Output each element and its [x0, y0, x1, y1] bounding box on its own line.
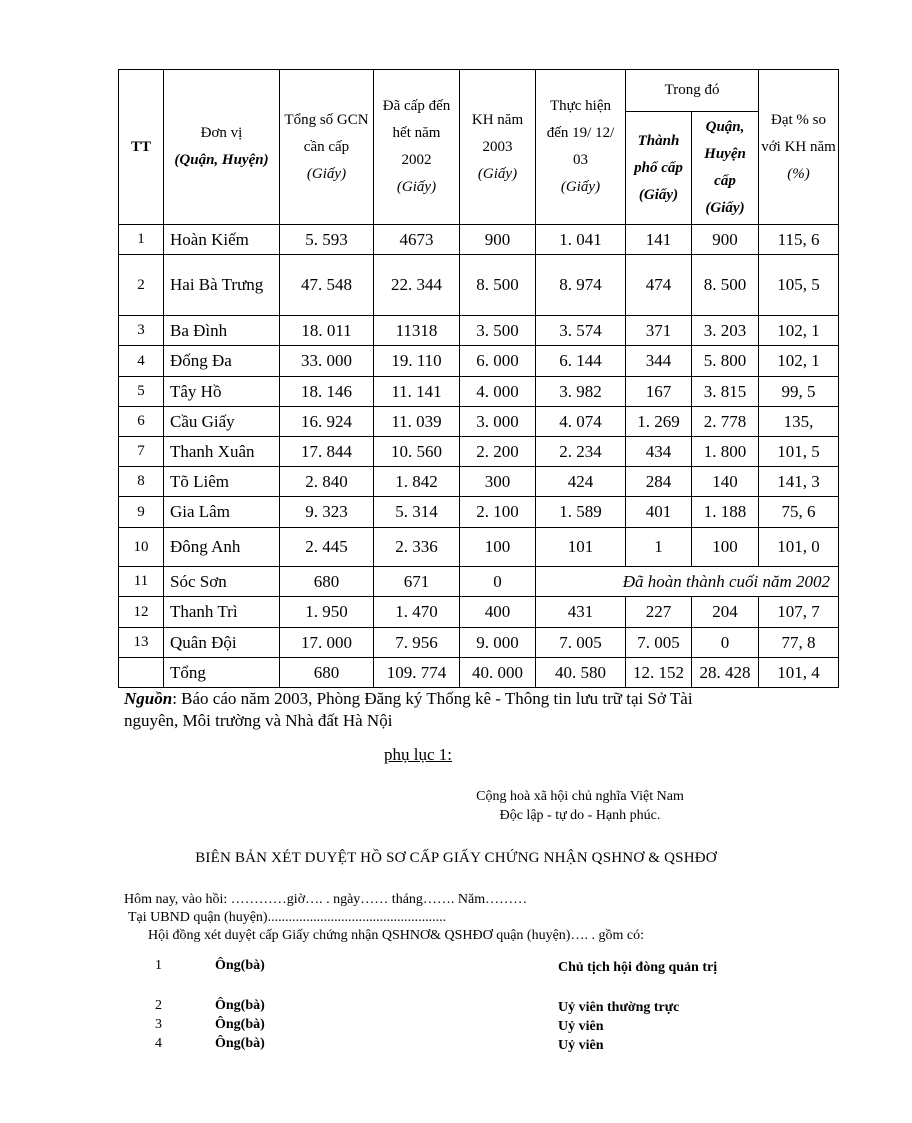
cell-done: 431 — [536, 597, 626, 628]
cell-issued: 10. 560 — [374, 437, 460, 467]
cell-total: 9. 323 — [280, 497, 374, 528]
cell-total: 680 — [280, 567, 374, 597]
cell-plan: 300 — [460, 467, 536, 497]
cell-plan: 8. 500 — [460, 255, 536, 316]
cell-plan: 900 — [460, 225, 536, 255]
list-item — [120, 1017, 760, 1036]
cell-unit: Gia Lâm — [164, 497, 280, 528]
cell-district: 100 — [692, 528, 759, 567]
cell-tt: 9 — [119, 497, 164, 528]
cell-plan: 6. 000 — [460, 346, 536, 377]
cell-city: 227 — [626, 597, 692, 628]
cell-tt: 2 — [119, 255, 164, 316]
cell-issued: 5. 314 — [374, 497, 460, 528]
cell-unit: Tổng — [164, 658, 280, 688]
cell-done: 424 — [536, 467, 626, 497]
table-row — [119, 437, 839, 467]
cell-district: 140 — [692, 467, 759, 497]
cell-plan: 2. 100 — [460, 497, 536, 528]
cell-city: 1. 269 — [626, 407, 692, 437]
cell-pct: 101, 0 — [759, 528, 839, 567]
table-row — [119, 255, 839, 316]
cell-total: 33. 000 — [280, 346, 374, 377]
table-row — [119, 567, 839, 597]
table-row — [119, 377, 839, 407]
header-total: Tổng số GCN cần cấp (Giấy) — [280, 70, 374, 225]
cell-unit: Sóc Sơn — [164, 567, 280, 597]
cell-city: 401 — [626, 497, 692, 528]
header-district: Quận, Huyện cấp (Giấy) — [692, 112, 759, 225]
cell-issued: 4673 — [374, 225, 460, 255]
cell-done: 40. 580 — [536, 658, 626, 688]
cell-unit: Hoàn Kiếm — [164, 225, 280, 255]
total-row — [119, 658, 839, 688]
cell-district: 5. 800 — [692, 346, 759, 377]
list-item — [120, 958, 760, 998]
source-note — [124, 688, 744, 732]
member-number: 3 — [155, 1017, 162, 1032]
cell-total: 1. 950 — [280, 597, 374, 628]
member-person: Ông(bà) — [215, 1017, 265, 1032]
cell-district: 2. 778 — [692, 407, 759, 437]
cell-issued: 19. 110 — [374, 346, 460, 377]
cell-district: 204 — [692, 597, 759, 628]
cell-total: 16. 924 — [280, 407, 374, 437]
place-line: Tại UBND quận (huyện)................................................... — [128, 910, 447, 925]
table-row — [119, 528, 839, 567]
cell-tt: 11 — [119, 567, 164, 597]
cell-issued: 22. 344 — [374, 255, 460, 316]
cell-plan: 40. 000 — [460, 658, 536, 688]
cell-total: 47. 548 — [280, 255, 374, 316]
national-motto-line-2: Độc lập - tự do - Hạnh phúc. — [499, 808, 661, 823]
header-city: Thành phố cấp (Giấy) — [626, 112, 692, 225]
cell-tt: 8 — [119, 467, 164, 497]
cell-done: 7. 005 — [536, 628, 626, 658]
cell-district: 8. 500 — [692, 255, 759, 316]
cell-tt: 4 — [119, 346, 164, 377]
cell-city: 167 — [626, 377, 692, 407]
cell-plan: 3. 500 — [460, 316, 536, 346]
cell-city: 12. 152 — [626, 658, 692, 688]
list-item — [120, 1036, 760, 1055]
cell-unit: Thanh Trì — [164, 597, 280, 628]
cell-total: 2. 445 — [280, 528, 374, 567]
member-number: 4 — [155, 1036, 162, 1051]
cell-pct: 141, 3 — [759, 467, 839, 497]
header-row-top — [119, 70, 839, 112]
cell-tt: 1 — [119, 225, 164, 255]
cell-done: 101 — [536, 528, 626, 567]
cell-pct: 102, 1 — [759, 316, 839, 346]
cell-district: 0 — [692, 628, 759, 658]
cell-unit: Đống Đa — [164, 346, 280, 377]
cell-total: 17. 000 — [280, 628, 374, 658]
cell-unit: Hai Bà Trưng — [164, 255, 280, 316]
cell-unit: Đông Anh — [164, 528, 280, 567]
cell-total: 680 — [280, 658, 374, 688]
cell-pct: 75, 6 — [759, 497, 839, 528]
cell-issued: 2. 336 — [374, 528, 460, 567]
header-pct: Đạt % so với KH năm (%) — [759, 70, 839, 225]
cell-tt: 5 — [119, 377, 164, 407]
cell-issued: 11. 039 — [374, 407, 460, 437]
header-plan: KH năm 2003 (Giấy) — [460, 70, 536, 225]
national-motto-line-1: Cộng hoà xã hội chủ nghĩa Việt Nam — [476, 789, 684, 804]
cell-total: 18. 146 — [280, 377, 374, 407]
document-title: BIÊN BẢN XÉT DUYỆT HỒ SƠ CẤP GIẤY CHỨNG NHẬN QSHNƠ & QSHĐƠ — [195, 850, 717, 866]
cell-tt: 6 — [119, 407, 164, 437]
cell-done: 8. 974 — [536, 255, 626, 316]
table-row — [119, 407, 839, 437]
cell-tt: 12 — [119, 597, 164, 628]
cell-done: 3. 574 — [536, 316, 626, 346]
cell-plan: 9. 000 — [460, 628, 536, 658]
table-row — [119, 597, 839, 628]
header-done: Thực hiện đến 19/ 12/ 03 (Giấy) — [536, 70, 626, 225]
cell-issued: 11. 141 — [374, 377, 460, 407]
cell-district: 3. 815 — [692, 377, 759, 407]
table-row — [119, 225, 839, 255]
member-person: Ông(bà) — [215, 1036, 265, 1051]
cell-pct: 115, 6 — [759, 225, 839, 255]
source-label: Nguồn — [124, 689, 173, 708]
cell-district: 1. 800 — [692, 437, 759, 467]
cell-tt — [119, 658, 164, 688]
cell-pct: 102, 1 — [759, 346, 839, 377]
cell-issued: 1. 470 — [374, 597, 460, 628]
cell-district: 1. 188 — [692, 497, 759, 528]
cell-done: 6. 144 — [536, 346, 626, 377]
cell-unit: Quân Đội — [164, 628, 280, 658]
appendix-heading: phụ lục 1: — [384, 745, 452, 764]
cell-pct: 101, 5 — [759, 437, 839, 467]
date-line: Hôm nay, vào hồi: …………giờ…. . ngày…… tháng……. Năm……… — [124, 892, 528, 907]
member-number: 1 — [155, 958, 162, 973]
cell-issued: 1. 842 — [374, 467, 460, 497]
cell-city: 474 — [626, 255, 692, 316]
cell-plan: 4. 000 — [460, 377, 536, 407]
cell-district: 3. 203 — [692, 316, 759, 346]
council-line: Hội đồng xét duyệt cấp Giấy chứng nhận QSHNƠ& QSHĐƠ quận (huyện)…. . gồm có: — [148, 928, 644, 943]
cell-city: 7. 005 — [626, 628, 692, 658]
member-role: Uỷ viên — [558, 1038, 604, 1053]
completed-note: Đã hoàn thành cuối năm 2002 — [536, 567, 839, 597]
cell-issued: 109. 774 — [374, 658, 460, 688]
cell-unit: Tõ Liêm — [164, 467, 280, 497]
cell-plan: 100 — [460, 528, 536, 567]
cell-tt: 7 — [119, 437, 164, 467]
cell-city: 434 — [626, 437, 692, 467]
cell-pct: 105, 5 — [759, 255, 839, 316]
cell-city: 141 — [626, 225, 692, 255]
cell-plan: 3. 000 — [460, 407, 536, 437]
cell-city: 344 — [626, 346, 692, 377]
cell-city: 284 — [626, 467, 692, 497]
cell-plan: 2. 200 — [460, 437, 536, 467]
list-item — [120, 998, 760, 1017]
table-row — [119, 497, 839, 528]
cell-district: 900 — [692, 225, 759, 255]
header-issued: Đã cấp đến hết năm 2002 (Giấy) — [374, 70, 460, 225]
cell-done: 1. 041 — [536, 225, 626, 255]
cell-pct: 135, — [759, 407, 839, 437]
member-role: Chủ tịch hội đòng quản trị — [558, 960, 718, 975]
cell-unit: Tây Hồ — [164, 377, 280, 407]
header-group: Trong đó — [626, 70, 759, 112]
cell-issued: 11318 — [374, 316, 460, 346]
member-person: Ông(bà) — [215, 958, 265, 973]
cell-pct: 107, 7 — [759, 597, 839, 628]
cell-unit: Cầu Giấy — [164, 407, 280, 437]
cell-tt: 3 — [119, 316, 164, 346]
member-number: 2 — [155, 998, 162, 1013]
table-row — [119, 316, 839, 346]
cell-plan: 400 — [460, 597, 536, 628]
member-person: Ông(bà) — [215, 998, 265, 1013]
table-row — [119, 346, 839, 377]
cell-district: 28. 428 — [692, 658, 759, 688]
cell-done: 2. 234 — [536, 437, 626, 467]
member-list — [120, 958, 760, 1055]
cell-issued: 671 — [374, 567, 460, 597]
cell-city: 1 — [626, 528, 692, 567]
cell-total: 2. 840 — [280, 467, 374, 497]
cell-done: 1. 589 — [536, 497, 626, 528]
cell-tt: 13 — [119, 628, 164, 658]
cell-pct: 99, 5 — [759, 377, 839, 407]
cell-pct: 101, 4 — [759, 658, 839, 688]
cell-plan: 0 — [460, 567, 536, 597]
cell-total: 5. 593 — [280, 225, 374, 255]
member-role: Uỷ viên — [558, 1019, 604, 1034]
cell-total: 17. 844 — [280, 437, 374, 467]
cell-city: 371 — [626, 316, 692, 346]
cell-issued: 7. 956 — [374, 628, 460, 658]
cell-total: 18. 011 — [280, 316, 374, 346]
cell-unit: Ba Đình — [164, 316, 280, 346]
cell-done: 4. 074 — [536, 407, 626, 437]
certificate-stats-table — [118, 69, 839, 688]
cell-tt: 10 — [119, 528, 164, 567]
table-row — [119, 628, 839, 658]
cell-done: 3. 982 — [536, 377, 626, 407]
source-text: : Báo cáo năm 2003, Phòng Đăng ký Thống kê - Thông tin lưu trữ tại Sở Tài nguyên, Môi trường và Nhà đất Hà Nội — [124, 689, 693, 730]
table-row — [119, 467, 839, 497]
header-tt: TT — [119, 70, 164, 225]
cell-pct: 77, 8 — [759, 628, 839, 658]
cell-unit: Thanh Xuân — [164, 437, 280, 467]
header-unit: Đơn vị (Quận, Huyện) — [164, 70, 280, 225]
member-role: Uỷ viên thường trực — [558, 1000, 680, 1015]
